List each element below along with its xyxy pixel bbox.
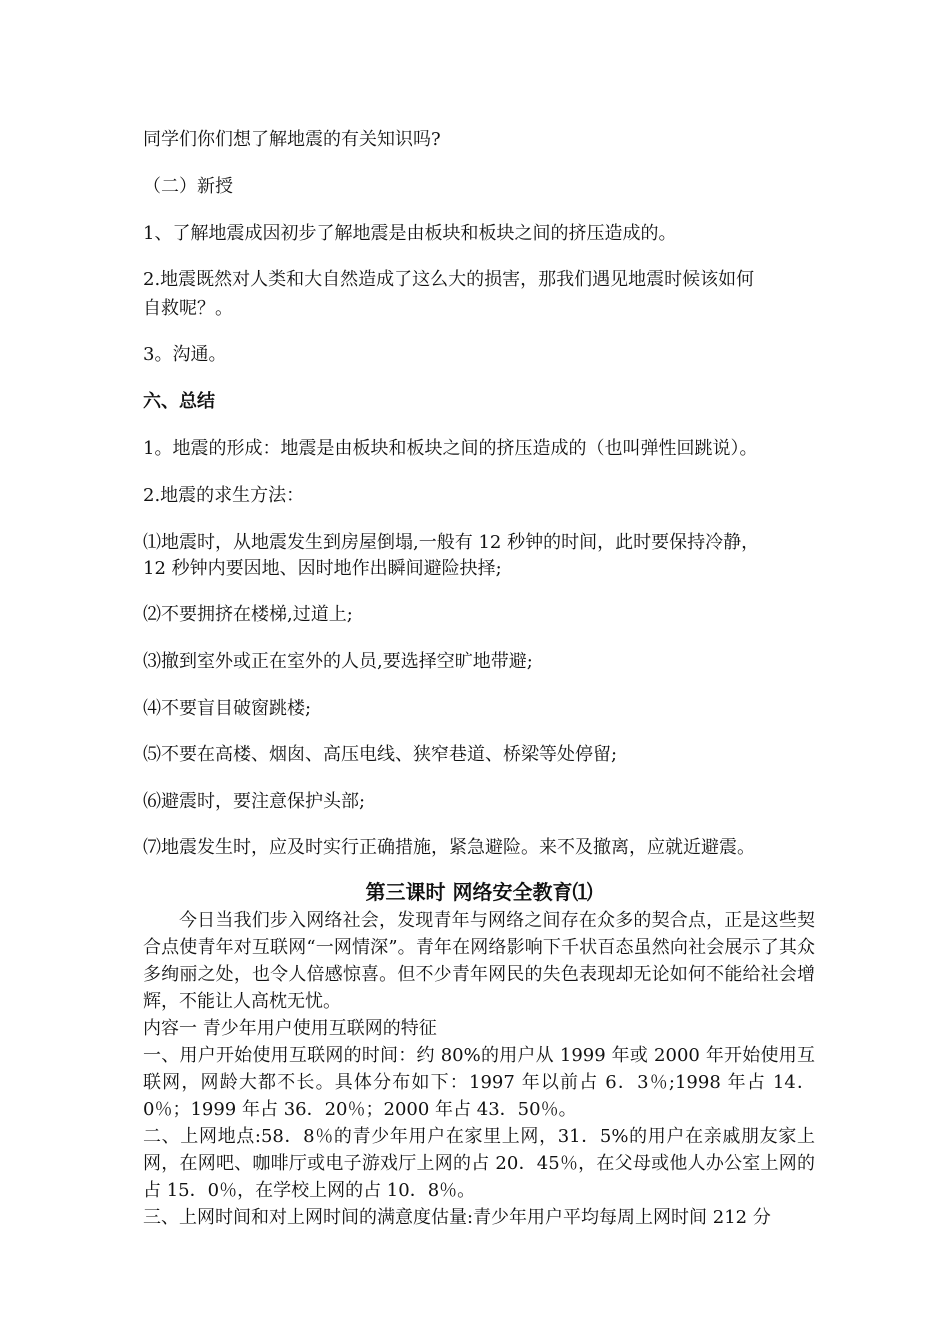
item-2-line-2: 自救呢？。 [143,298,233,319]
method-4: ⑷不要盲目破窗跳楼; [143,698,312,719]
item-1: 1、了解地震成因初步了解地震是由板块和板块之间的挤压造成的。 [143,223,677,244]
content-1-heading: 内容一 青少年用户使用互联网的特征 [143,1018,437,1039]
method-7: ⑺地震发生时，应及时实行正确措施，紧急避险。来不及撤离，应就近避震。 [143,837,755,858]
method-1-line-1: ⑴地震时，从地震发生到房屋倒塌,一般有 12 秒钟的时间，此时要保持冷静， [143,532,760,553]
method-5: ⑸不要在高楼、烟囱、高压电线、狭窄巷道、桥梁等处停留; [143,744,618,765]
point-1: 一、用户开始使用互联网的时间：约 80%的用户从 1999 年或 2000 年开始使用互联网，网龄大都不长。具体分布如下：1997 年以前占 6．3％;1998 年占 14．0％；1999 年占 36．20％；2000 年占 43．50％。 [143,1045,815,1120]
intro-question: 同学们你们想了解地震的有关知识吗? [143,129,441,150]
summary-heading: 六、总结 [143,391,215,412]
summary-2: 2.地震的求生方法： [143,485,305,506]
point-3: 三、上网时间和对上网时间的满意度估量:青少年用户平均每周上网时间 212 分 [143,1207,771,1228]
method-1-line-2: 12 秒钟内要因地、因时地作出瞬间避险抉择; [143,558,502,579]
part-heading: （二）新授 [143,176,233,197]
lesson-title: 第三课时 网络安全教育⑴ [365,880,593,904]
method-6: ⑹避震时，要注意保护头部; [143,791,366,812]
summary-1: 1。地震的形成：地震是由板块和板块之间的挤压造成的（也叫弹性回跳说）。 [143,438,758,459]
point-2: 二、上网地点:58．8％的青少年用户在家里上网，31．5%的用户在亲戚朋友家上网，在网吧、咖啡厅或电子游戏厅上网的占 20．45％，在父母或他人办公室上网的占 15．0％，在学校上网的占 10．8％。 [143,1126,815,1201]
item-2-line-1: 2.地震既然对人类和大自然造成了这么大的损害，那我们遇见地震时候该如何 [143,269,755,290]
item-3: 3。沟通。 [143,344,227,365]
intro-paragraph: 今日当我们步入网络社会，发现青年与网络之间存在众多的契合点，正是这些契合点使青年对互联网“一网情深”。青年在网络影响下千状百态虽然向社会展示了其众多绚丽之处，也令人倍感惊喜。但不少青年网民的失色表现却无论如何不能给社会增辉，不能让人高枕无忧。 [143,910,815,1012]
method-2: ⑵不要拥挤在楼梯,过道上; [143,604,353,625]
method-3: ⑶撤到室外或正在室外的人员,要选择空旷地带避; [143,651,533,672]
